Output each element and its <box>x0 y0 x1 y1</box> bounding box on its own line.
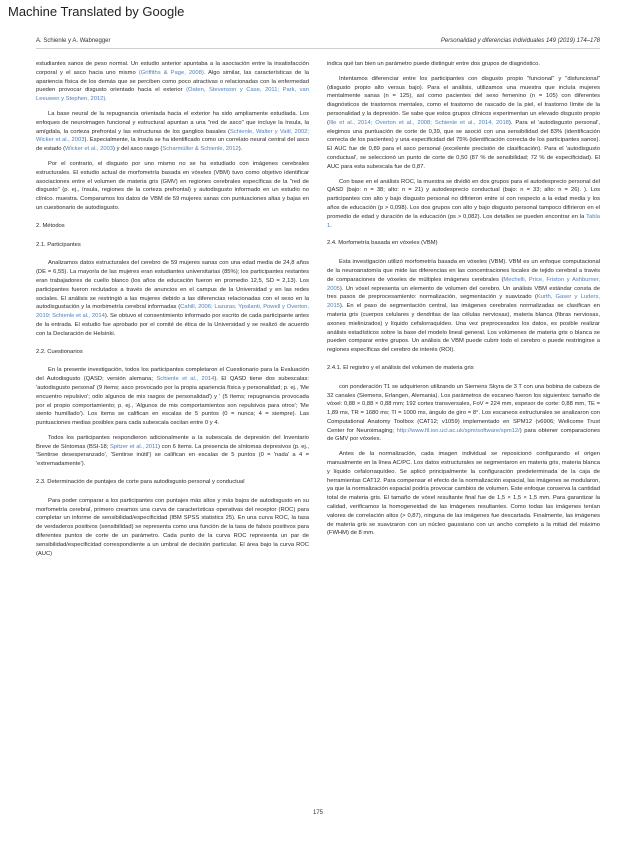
citation-link[interactable]: Schienle et al., 2014 <box>156 376 215 383</box>
header-rule <box>36 48 600 49</box>
running-head-journal: Personalidad y diferencias individuales 149 (2019) 174–178 <box>440 38 600 44</box>
citation-link[interactable]: (Oaten, Stevenson y Case, 2011; Park, van Leeuwen y Stephen, 2012). <box>36 87 309 103</box>
paragraph: Antes de la normalización, cada imagen individual se reposicionó configurando el origen manualmente en la línea AC/PC. Los datos estructurales se segmentaron en materia gris, materia blanca y líquido cefalorraquídeo. Se aplicó principalmente la configuración predeterminada de la caja de herramientas CAT12. Para compensar el efecto de la normalización espacial, las imágenes se modularon, ya que la normalización espacial podría provocar cambios de volumen. Este enfoque conserva la cantidad total de materia gris. El tamaño de vóxel resultante final fue de 1,5 × 1,5 × 1,5 mm. Para garantizar la calidad, verificamos la homogeneidad de las imágenes resultantes. Como todas las imágenes tenían valores de correlación altos (> 0,87), ninguna de las imágenes fue descartada. Finalmente, las imágenes de materia gris se suavizaron con un núcleo gaussiano con un ancho completo a la mitad del máximo (FWHM) de 8 mm. <box>327 451 600 537</box>
citation-link[interactable]: Scharmüller & Schienle, 2012 <box>162 146 239 153</box>
page-number: 175 <box>312 810 323 816</box>
paragraph: indica qué tan bien un parámetro puede distinguir entre dos grupos de diagnóstico. <box>327 61 541 67</box>
paragraph: Por el contrario, el disgusto por uno mismo no se ha estudiado con imágenes cerebrales estructurales. El estudio actual de morfometría basada en vóxeles (VBM) tuvo como objetivo identificar asociaciones entre el volumen de materia gris (GMV) en regiones cerebrales específicas de la "red de disgusto" (p. ej., ínsula, regiones de la corteza prefrontal) y autodisgusto informado en un estudio no clínico. muestra. Comparamos los datos de VBM de 59 mujeres sanas con puntuaciones altas y bajas en un cuestionario de autodisgusto. <box>36 160 309 211</box>
citation-link[interactable]: Kurth, Gaser y Luders, 2015 <box>327 294 600 310</box>
section-heading-vbm: 2.4. Morfometría basada en vóxeles (VBM) <box>327 240 438 247</box>
citation-link[interactable]: Wicker et al., 2003 <box>65 146 114 153</box>
paragraph: Intentamos diferenciar entre los participantes con disgusto propio "funcional" y "disfuncional" (disgusto propio alto versus bajo). Para el análisis, utilizamos una muestra que incluía mujeres mentalmente sanas (n = 125), así como pacientes del sexo femenino (n = 105) con diferentes diagnósticos de trastornos mentales, como el trastorno de rascado de la piel, el trastorno límite de la personalidad y la depresión. Se sabe que estos grupos clínicos experimentan un elevado disgusto propio (Ille et al., 2014; Overton et al., 2008; Schienle et al., 2014, 2018). Para el 'autodisgusto personal', elegimos una puntuación de corte de 0,39, que se asoció con una sensibilidad del 83% (identificación correcta de los pacientes) y una especificidad del 75% (identificación correcta de los participantes sanos). El AUC fue de 0,89 para el asco personal (excelente precisión de clasificación). Para el 'autodisgusto conductual', se seleccionó un punto de corte de 0,50 (87 % de sensibilidad; 72 % de especificidad). El AUC para esta subescala fue de 0,87. <box>327 75 600 170</box>
url-link[interactable]: http://www.fil.ion.ucl.ac.uk/spm/software/spm12/ <box>396 427 520 434</box>
section-heading-questionnaires: 2.2. Cuestionarios <box>36 348 83 355</box>
citation-link[interactable]: Spitzer et al., 2011 <box>110 443 159 450</box>
section-heading-participants: 2.1. Participantes <box>36 241 81 248</box>
right-column <box>327 60 600 544</box>
left-column <box>36 60 309 564</box>
paragraph: estudiantes sanos de peso normal. Un estudio anterior apuntaba a la asociación entre la insatisfacción corporal y el asco hacia uno mismo (Griffiths & Page, 2008). Algo similar, las características de la apariencia física de los demás que se perciben como poco atractivas o relacionadas con la enfermedad pueden provocar disgusto orientado hacia el exterior (Oaten, Stevenson y Case, 2011; Park, van Leeuwen y Stephen, 2012). <box>36 61 309 103</box>
citation-link[interactable]: Ille et al., 2014; Overton et al., 2008; Schienle et al., 2014, 2018 <box>328 119 509 126</box>
citation-link[interactable]: (Griffiths & Page, 2008). <box>138 69 206 76</box>
section-heading-methods: 2. Métodos <box>36 222 65 229</box>
paragraph: con ponderación T1 se adquirieron utilizando un Siemens Skyra de 3 T con una bobina de cabeza de 32 canales (Siemens, Erlangen, Alemania). Los parámetros de escaneo fueron los siguientes: tamaño de vóxel: 0,88 × 0,88 × 0,88 mm; 192 cortes transversales, FoV = 224 mm, espesor de corte: 0,88 mm, TE = 1,89 ms, TR = 1680 ms; TI = 1000 ms, ángulo de giro = 8°. Los escaneos estructurales se analizaron con Computational Anatomy Toolbox (CAT12; v1059) implementado en SPM12 (v6906; Wellcome Trust Center for Neuroimaging; http://www.fil.ion.ucl.ac.uk/spm/software/spm12/) para obtener comparaciones de GMV por vóxeles. <box>327 383 600 443</box>
citation-link[interactable]: Schienle, Walter y Vaitl, 2002; Wicker et al., 2003 <box>36 128 310 144</box>
paragraph: Analizamos datos estructurales del cerebro de 59 mujeres sanas con una edad media de 24,8 años (DE = 6,55). La mayoría de las mujeres eran estudiantes universitarias (85%); los participantes restantes eran trabajadores de cuello blanco (los años de educación fueron en promedio 12,5, SD = 2,13). Los participantes fueron reclutados a través de anuncios en el campus de la Universidad y en las redes sociales. El análisis se restringió a las mujeres debido a las diferencias relacionadas con el sexo en la autodisgustación y la morbimetría cerebral informadas (Cahill, 2006; Lazuras, Ypsilanti, Powell y Overton, 2019; Schienle et al., 2014). Se obtuvo el consentimiento informado por escrito de cada participante antes de la entrada. El estudio fue aprobado por el comité de ética de la Universidad y se realizó de acuerdo con la Declaración de Helsinki. <box>36 260 310 337</box>
section-heading-registro: 2.4.1. El registro y el análisis del volumen de materia gris <box>327 364 474 371</box>
citation-link[interactable]: Cahill, 2006; Lazuras, Ypsilanti, Powell y Overton, 2019; Schienle et al., 2014 <box>36 304 309 320</box>
running-head-authors: A. Schienle y A. Wabnegger <box>36 38 111 44</box>
citation-link[interactable]: Mechelli, Price, Friston y Ashburner, 2005 <box>327 276 600 292</box>
paragraph: Para poder comparar a los participantes con puntajes más altos y más bajos de autodisgusto en su morfometría cerebral, primero creamos una curva de características operativas del receptor (ROC) para completar un informe de sensibilidad/especificidad (IBM SPSS statistics 25). En una curva ROC, la tasa de verdaderos positivos (sensibilidad) se representa como una función de la tasa de falsos positivos para diferentes puntos de corte de un parámetro. Cada punto de la curva ROC representa un par de sensibilidad/especificidad correspondiente a un umbral de decisión particular. El área bajo la curva ROC (AUC) <box>36 497 309 557</box>
section-heading-cutoff: 2.3. Determinación de puntajes de corte para autodisgusto personal y conductual <box>36 479 245 486</box>
paragraph: Con base en el análisis ROC, la muestra se dividió en dos grupos para el autodesprecio personal del QASD (bajo: n = 38; alto: n = 21) y autodesprecio conductual (bajo: n = 33; alto: n = 26). ). Los participantes con alto y bajo disgusto personal no difirieron entre sí con respecto a la edad media y los años de educación (p > 0,098). Los dos grupos con alto y bajo disgusto personal tampoco difirieron en el promedio de edad y duración de la educación (ps > 0,082). Los detalles se pueden encontrar en la Tabla 1. <box>327 178 600 229</box>
paragraph: Esta investigación utilizó morfometría basada en vóxeles (VBM). VBM es un enfoque computacional de la neuroanatomía que mide las diferencias en las concentraciones locales de tejido cerebral a través de comparaciones de vóxeles de múltiples imágenes cerebrales (Mechelli, Price, Friston y Ashburner, 2005). Un vóxel representa un elemento de volumen del cerebro. Un análisis VBM estándar consta de tres pasos de preprocesamiento: normalización, segmentación y suavizado (Kurth, Gaser y Luders, 2015). En el paso de segmentación central, las imágenes cerebrales normalizadas se clasifican en materia gris (cuerpos celulares y dendritas de las células nerviosas), materia blanca (fibras nerviosas, axones mielinizados) y líquido cefalorraquídeo. Una vez preprocesados los datos, es posible realizar análisis estadísticos sobre la base del modelo lineal general. Los volúmenes de materia gris o blanca se pueden comparar entre grupos. Un análisis de VBM puede cubrir todo el cerebro o puede restringirse a regiones específicas del cerebro de interés (ROI). <box>327 259 600 354</box>
translation-banner: Machine Translated by Google <box>8 4 185 19</box>
table-link[interactable]: Tabla 1 <box>327 213 600 229</box>
paragraph: Todos los participantes respondieron adicionalmente a la subescala de depresión del Inventario Breve de Síntomas (BSI-18; Spitzer et al., 2011) con 6 ítems. La presencia de síntomas depresivos (p. ej., 'Sentirse desesperanzado', 'Sentirse inútil') se califican en escalas de 5 puntos (0 = 'nada' a 4 = 'extremadamente'). <box>36 434 309 468</box>
paragraph: En la presente investigación, todos los participantes completaron el Cuestionario para la Evaluación del Autodisgusto (QASD; versión alemana; Schienle et al., 2014). El QASD tiene dos subescalas: 'autodisgusto personal' (9 ítems; asco provocado por la propia apariencia física y personalidad; p. ej., 'Me encuentro repulsivo'; odio algunos de mis rasgos de personalidad') y ' (5 ítems; repugnancia provocada por el propio comportamiento; p. ej., 'Algunos de mis comportamientos son repulsivos para otros'; 'Me siento humillado'). Los ítems se califican en escalas de 5 puntos (0 = nunca; 4 = siempre). Las puntuaciones medias posibles para cada subescala oscilan entre 0 y 4. <box>36 367 309 427</box>
paragraph: La base neural de la repugnancia orientada hacia el exterior ha sido ampliamente estudiada. Los enfoques de neuroimagen funcional y estructural apuntan a una "red de asco" que incluye la ínsula, la amígdala, la corteza prefrontal y las estructuras de los ganglios basales (Schienle, Walter y Vaitl, 2002; Wicker et al., 2003). Especialmente, la ínsula se ha identificado como un correlato neural central del asco de estado (Wicker et al., 2003) y del asco rasgo (Scharmüller & Schienle, 2012). <box>36 110 310 153</box>
